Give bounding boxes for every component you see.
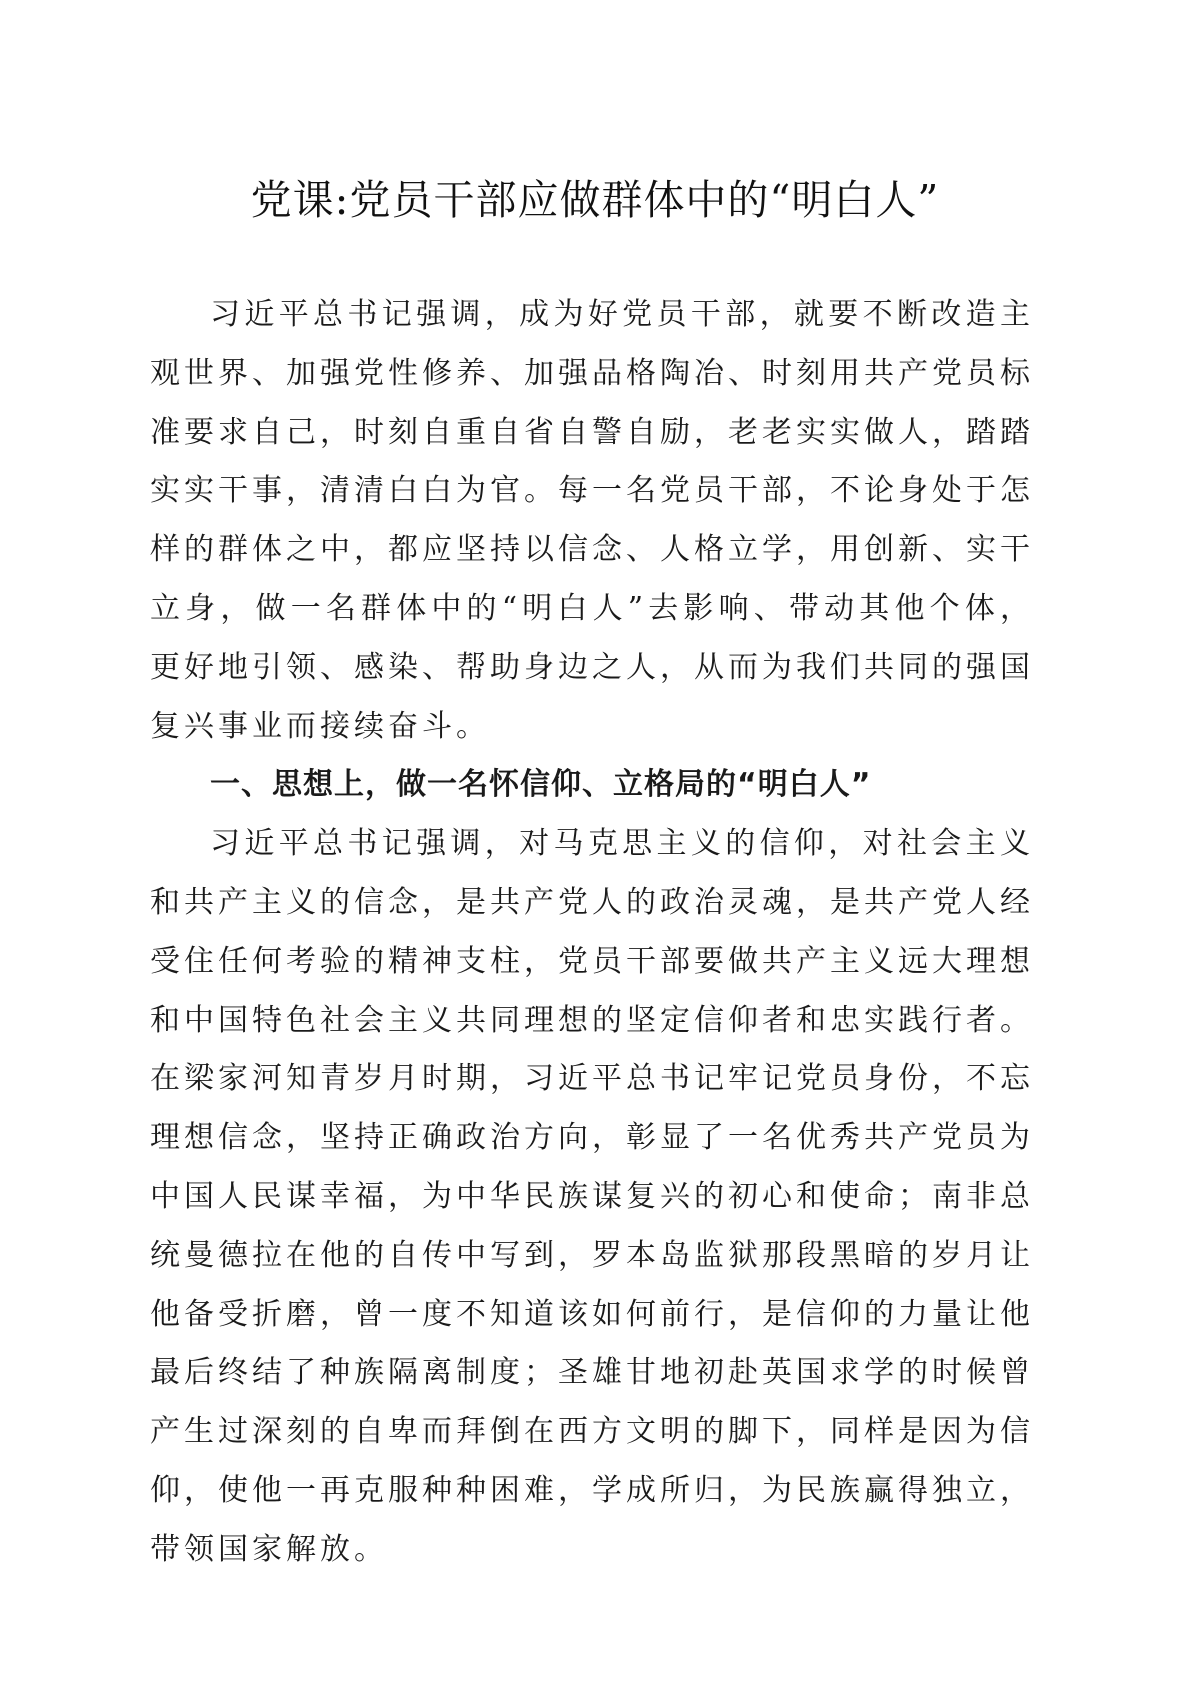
document-title: 党课:党员干部应做群体中的“明白人” — [250, 176, 940, 224]
intro-paragraph: 习近平总书记强调，成为好党员干部，就要不断改造主观世界、加强党性修养、加强品格陶冶、时刻用共产党员标准要求自己，时刻自重自省自警自励，老老实实做人，踏踏实实干事，清清白白为官。每一名党员干部，不论身处于怎样的群体之中，都应坚持以信念、人格立学，用创新、实干立身，做一名群体中的“明白人”去影响、带动其他个体，更好地引领、感染、帮助身边之人，从而为我们共同的强国复兴事业而接续奋斗。 — [150, 297, 1034, 744]
document-body — [150, 286, 1034, 1580]
section-1-heading: 一、思想上，做一名怀信仰、立格局的“明白人” — [210, 767, 872, 803]
section-1-paragraph: 习近平总书记强调，对马克思主义的信仰，对社会主义和共产主义的信念，是共产党人的政治灵魂，是共产党人经受住任何考验的精神支柱，党员干部要做共产主义远大理想和中国特色社会主义共同理想的坚定信仰者和忠实践行者。在梁家河知青岁月时期，习近平总书记牢记党员身份，不忘理想信念，坚持正确政治方向，彰显了一名优秀共产党员为中国人民谋幸福，为中华民族谋复兴的初心和使命；南非总统曼德拉在他的自传中写到，罗本岛监狱那段黑暗的岁月让他备受折磨，曾一度不知道该如何前行，是信仰的力量让他最后终结了种族隔离制度；圣雄甘地初赴英国求学的时候曾产生过深刻的自卑而拜倒在西方文明的脚下，同样是因为信仰，使他一再克服种种困难，学成所归，为民族赢得独立，带领国家解放。 — [150, 826, 1034, 1567]
